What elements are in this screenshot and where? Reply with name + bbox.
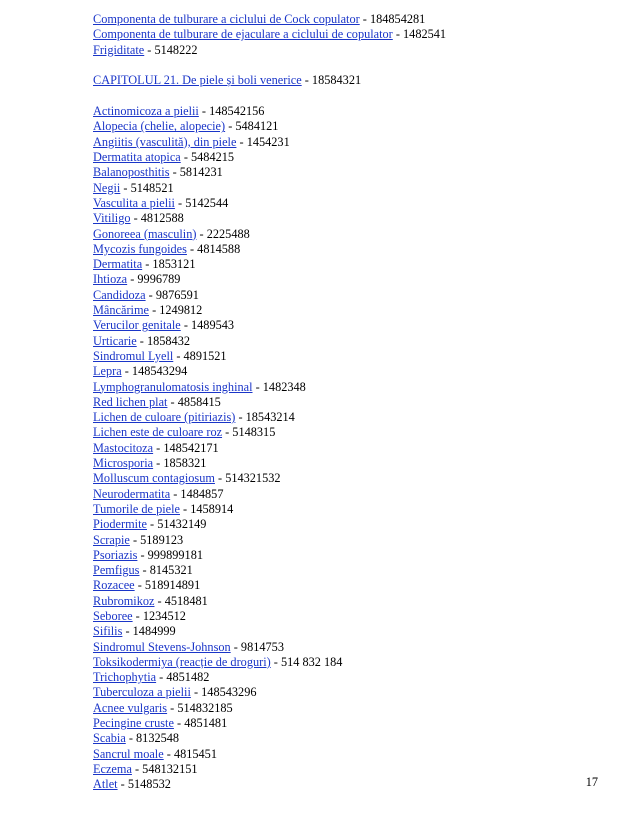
entry-code: 514321532 — [225, 471, 281, 486]
list-item — [93, 165, 613, 180]
list-item — [93, 272, 613, 287]
list-item — [93, 685, 613, 700]
entry-code: 5148532 — [127, 777, 171, 792]
separator: - — [170, 486, 181, 501]
entry-link[interactable]: Sifilis — [93, 624, 123, 639]
list-item — [93, 609, 613, 624]
entry-link[interactable]: Componenta de tulburare a ciclului de Cock copulator — [93, 12, 360, 26]
entry-link[interactable]: Actinomicoza a pielii — [93, 104, 199, 119]
entry-link[interactable]: Candidoza — [93, 287, 146, 302]
list-item — [93, 288, 613, 303]
list-item — [93, 517, 613, 532]
list-item — [93, 104, 613, 119]
entry-link[interactable]: Sancrul moale — [93, 746, 164, 761]
spacer — [93, 89, 613, 105]
entry-code: 4814588 — [197, 241, 241, 256]
entry-link[interactable]: Angiitis (vasculită), din piele — [93, 134, 237, 149]
list-item — [93, 502, 613, 517]
separator: - — [144, 42, 155, 57]
list-item — [93, 456, 613, 471]
entry-link[interactable]: Molluscum contagiosum — [93, 471, 215, 486]
chapter-code: 18584321 — [311, 73, 362, 88]
entry-link[interactable]: Mastocitoza — [93, 440, 154, 455]
separator: - — [214, 471, 226, 486]
entry-code: 5189123 — [140, 532, 184, 547]
entry-code: 1249812 — [159, 303, 203, 318]
entry-code: 548132151 — [142, 761, 198, 776]
list-item — [93, 181, 613, 196]
entry-link[interactable]: Sindromul Lyell — [93, 348, 174, 363]
entry-code: 4815451 — [173, 746, 217, 761]
list-item — [93, 211, 613, 226]
separator: - — [392, 27, 404, 42]
separator: - — [190, 685, 202, 700]
separator: - — [134, 578, 145, 593]
list-item — [93, 196, 613, 211]
list-item — [93, 150, 613, 165]
list-item — [93, 716, 613, 731]
entry-code: 1853121 — [152, 257, 196, 272]
separator: - — [139, 563, 150, 578]
entry-link[interactable]: Ihtioza — [93, 272, 128, 287]
list-item — [93, 548, 613, 563]
entry-link[interactable]: Toksikodermiya (reacție de droguri) — [93, 654, 271, 669]
entry-code: 8145321 — [149, 563, 193, 578]
separator: - — [236, 134, 247, 149]
separator: - — [149, 303, 160, 318]
separator: - — [122, 624, 133, 639]
spacer — [93, 58, 613, 74]
entry-link[interactable]: Eczema — [93, 761, 132, 776]
entry-code: 148543294 — [131, 364, 188, 379]
entry-code: 4891521 — [183, 348, 227, 363]
entry-code: 4518481 — [164, 593, 208, 608]
entry-link[interactable]: Gonoreea (masculin) — [93, 226, 197, 241]
entry-code: 5484215 — [191, 150, 235, 165]
entry-link[interactable]: Verucilor genitale — [93, 318, 181, 333]
list-item — [93, 777, 613, 792]
entry-link[interactable]: Lichen este de culoare roz — [93, 425, 223, 440]
separator: - — [359, 12, 370, 26]
entry-link[interactable]: Neurodermatita — [93, 486, 171, 501]
entry-link[interactable]: Seboree — [93, 608, 133, 623]
chapter-heading — [93, 73, 613, 88]
entry-code: 9814753 — [240, 639, 284, 654]
entry-link[interactable]: Frigiditate — [93, 42, 145, 57]
list-item — [93, 303, 613, 318]
list-item — [93, 471, 613, 486]
entry-code: 18543214 — [245, 410, 295, 425]
list-item — [93, 227, 613, 242]
separator: - — [174, 195, 186, 210]
list-item — [93, 257, 613, 272]
entry-link[interactable]: Lichen de culoare (pitiriazis) — [93, 410, 236, 425]
entry-link[interactable]: Balanoposthitis — [93, 165, 170, 180]
separator: - — [154, 593, 165, 608]
entry-link[interactable]: Mâncărime — [93, 303, 149, 318]
list-item — [93, 425, 613, 440]
list-item — [93, 487, 613, 502]
entry-code: 1484999 — [132, 624, 176, 639]
entry-link[interactable]: Dermatita — [93, 257, 143, 272]
list-item — [93, 318, 613, 333]
separator: - — [142, 257, 153, 272]
list-item — [93, 762, 613, 777]
separator: - — [167, 394, 178, 409]
entry-code: 5148222 — [154, 42, 198, 57]
entry-link[interactable]: Pecingine cruste — [93, 716, 174, 731]
list-item — [93, 594, 613, 609]
list-item — [93, 410, 613, 425]
separator: - — [186, 241, 198, 256]
list-item — [93, 670, 613, 685]
entry-link[interactable]: Negii — [93, 180, 121, 195]
separator: - — [125, 731, 137, 746]
separator: - — [145, 287, 156, 302]
list-item — [93, 731, 613, 746]
list-item — [93, 242, 613, 257]
entry-link[interactable]: Sindromul Stevens-Johnson — [93, 639, 231, 654]
separator: - — [169, 165, 180, 180]
list-item — [93, 533, 613, 548]
entry-link[interactable]: Tuberculoza a pielii — [93, 685, 191, 700]
separator: - — [137, 547, 148, 562]
entry-link[interactable]: Trichophytia — [93, 670, 157, 685]
entry-link[interactable]: Urticarie — [93, 333, 137, 348]
entry-link[interactable]: Piodermite — [93, 517, 147, 532]
entry-code: 148542156 — [209, 104, 265, 119]
separator: - — [136, 333, 147, 348]
entry-link[interactable]: Vasculita a pielii — [93, 195, 175, 210]
separator: - — [179, 501, 191, 516]
entry-link[interactable]: Rubromikoz — [93, 593, 155, 608]
list-item — [93, 624, 613, 639]
separator: - — [196, 226, 207, 241]
entry-link[interactable]: Acnee vulgaris — [93, 700, 168, 715]
list-item — [93, 578, 613, 593]
separator: - — [173, 716, 185, 731]
entry-code: 1454231 — [246, 134, 290, 149]
document-page — [93, 12, 613, 793]
entry-code: 148542171 — [163, 440, 219, 455]
list-item — [93, 27, 613, 42]
entry-code: 4858415 — [177, 394, 221, 409]
separator: - — [198, 104, 210, 119]
entry-code: 1858321 — [163, 456, 207, 471]
list-item — [93, 135, 613, 150]
separator: - — [180, 150, 191, 165]
entry-code: 9876591 — [155, 287, 199, 302]
entry-link[interactable]: Tumorile de piele — [93, 501, 180, 516]
page-number: 17 — [585, 775, 598, 789]
separator: - — [301, 73, 312, 88]
separator: - — [180, 318, 191, 333]
separator: - — [173, 348, 184, 363]
entry-link[interactable]: Lepra — [93, 364, 122, 379]
separator: - — [167, 700, 178, 715]
list-item — [93, 701, 613, 716]
entry-code: 514 832 184 — [280, 654, 343, 669]
entry-code: 4812588 — [140, 211, 184, 226]
entry-link[interactable]: Rozacee — [93, 578, 135, 593]
entry-link[interactable]: Componenta de tulburare de ejaculare a ciclului de copulator — [93, 27, 393, 42]
entry-code: 4851482 — [166, 670, 210, 685]
separator: - — [163, 746, 174, 761]
entry-list — [93, 104, 613, 792]
entry-code: 1458914 — [190, 501, 234, 516]
separator: - — [252, 379, 263, 394]
entry-code: 5142544 — [185, 195, 229, 210]
list-item — [93, 12, 613, 27]
entry-code: 5148315 — [232, 425, 276, 440]
separator: - — [270, 654, 281, 669]
entry-link[interactable]: Mycozis fungoides — [93, 241, 187, 256]
entry-code: 518914891 — [144, 578, 201, 593]
entry-link[interactable]: Atlet — [93, 777, 118, 792]
list-item — [93, 640, 613, 655]
list-item — [93, 43, 613, 58]
separator: - — [146, 517, 158, 532]
list-item — [93, 364, 613, 379]
separator: - — [225, 119, 236, 134]
separator: - — [131, 761, 143, 776]
entry-code: 1482541 — [403, 27, 447, 42]
entry-code: 4851481 — [184, 716, 228, 731]
separator: - — [117, 777, 128, 792]
entry-code: 9996789 — [137, 272, 181, 287]
separator: - — [222, 425, 233, 440]
separator: - — [153, 456, 164, 471]
list-item — [93, 747, 613, 762]
separator: - — [121, 364, 132, 379]
list-item — [93, 119, 613, 134]
separator: - — [127, 272, 138, 287]
entry-code: 5484121 — [235, 119, 279, 134]
list-item — [93, 380, 613, 395]
entry-code: 1858432 — [146, 333, 190, 348]
separator: - — [129, 532, 141, 547]
separator: - — [230, 639, 241, 654]
entry-link[interactable]: Scabia — [93, 731, 126, 746]
entry-code: 184854281 — [369, 12, 426, 26]
chapter-link[interactable]: CAPITOLUL 21. De piele și boli venerice — [93, 73, 302, 88]
entry-link[interactable]: Vitiligo — [93, 211, 131, 226]
list-item — [93, 563, 613, 578]
entry-code: 1489543 — [191, 318, 235, 333]
entry-code: 2225488 — [206, 226, 250, 241]
separator: - — [120, 180, 131, 195]
list-item — [93, 349, 613, 364]
entry-code: 5148521 — [130, 180, 174, 195]
entry-link[interactable]: Psoriazis — [93, 547, 138, 562]
entry-code: 8132548 — [136, 731, 180, 746]
separator: - — [132, 608, 143, 623]
top-entry-list — [93, 12, 613, 58]
entry-link[interactable]: Pemfigus — [93, 563, 140, 578]
entry-link[interactable]: Lymphogranulomatosis inghinal — [93, 379, 253, 394]
entry-code: 51432149 — [157, 517, 207, 532]
list-item — [93, 441, 613, 456]
entry-link[interactable]: Dermatita atopica — [93, 150, 181, 165]
entry-code: 999899181 — [147, 547, 203, 562]
separator: - — [153, 440, 164, 455]
separator: - — [156, 670, 167, 685]
entry-code: 1234512 — [142, 608, 186, 623]
entry-code: 5814231 — [179, 165, 223, 180]
separator: - — [235, 410, 246, 425]
entry-link[interactable]: Alopecia (chelie, alopecie) — [93, 119, 226, 134]
entry-link[interactable]: Scrapie — [93, 532, 130, 547]
entry-code: 1482348 — [262, 379, 306, 394]
entry-code: 148543296 — [201, 685, 257, 700]
separator: - — [130, 211, 141, 226]
entry-code: 514832185 — [177, 700, 233, 715]
list-item — [93, 655, 613, 670]
list-item — [93, 395, 613, 410]
entry-code: 1484857 — [180, 486, 224, 501]
entry-link[interactable]: Red lichen plat — [93, 394, 168, 409]
entry-link[interactable]: Microsporia — [93, 456, 154, 471]
list-item — [93, 334, 613, 349]
